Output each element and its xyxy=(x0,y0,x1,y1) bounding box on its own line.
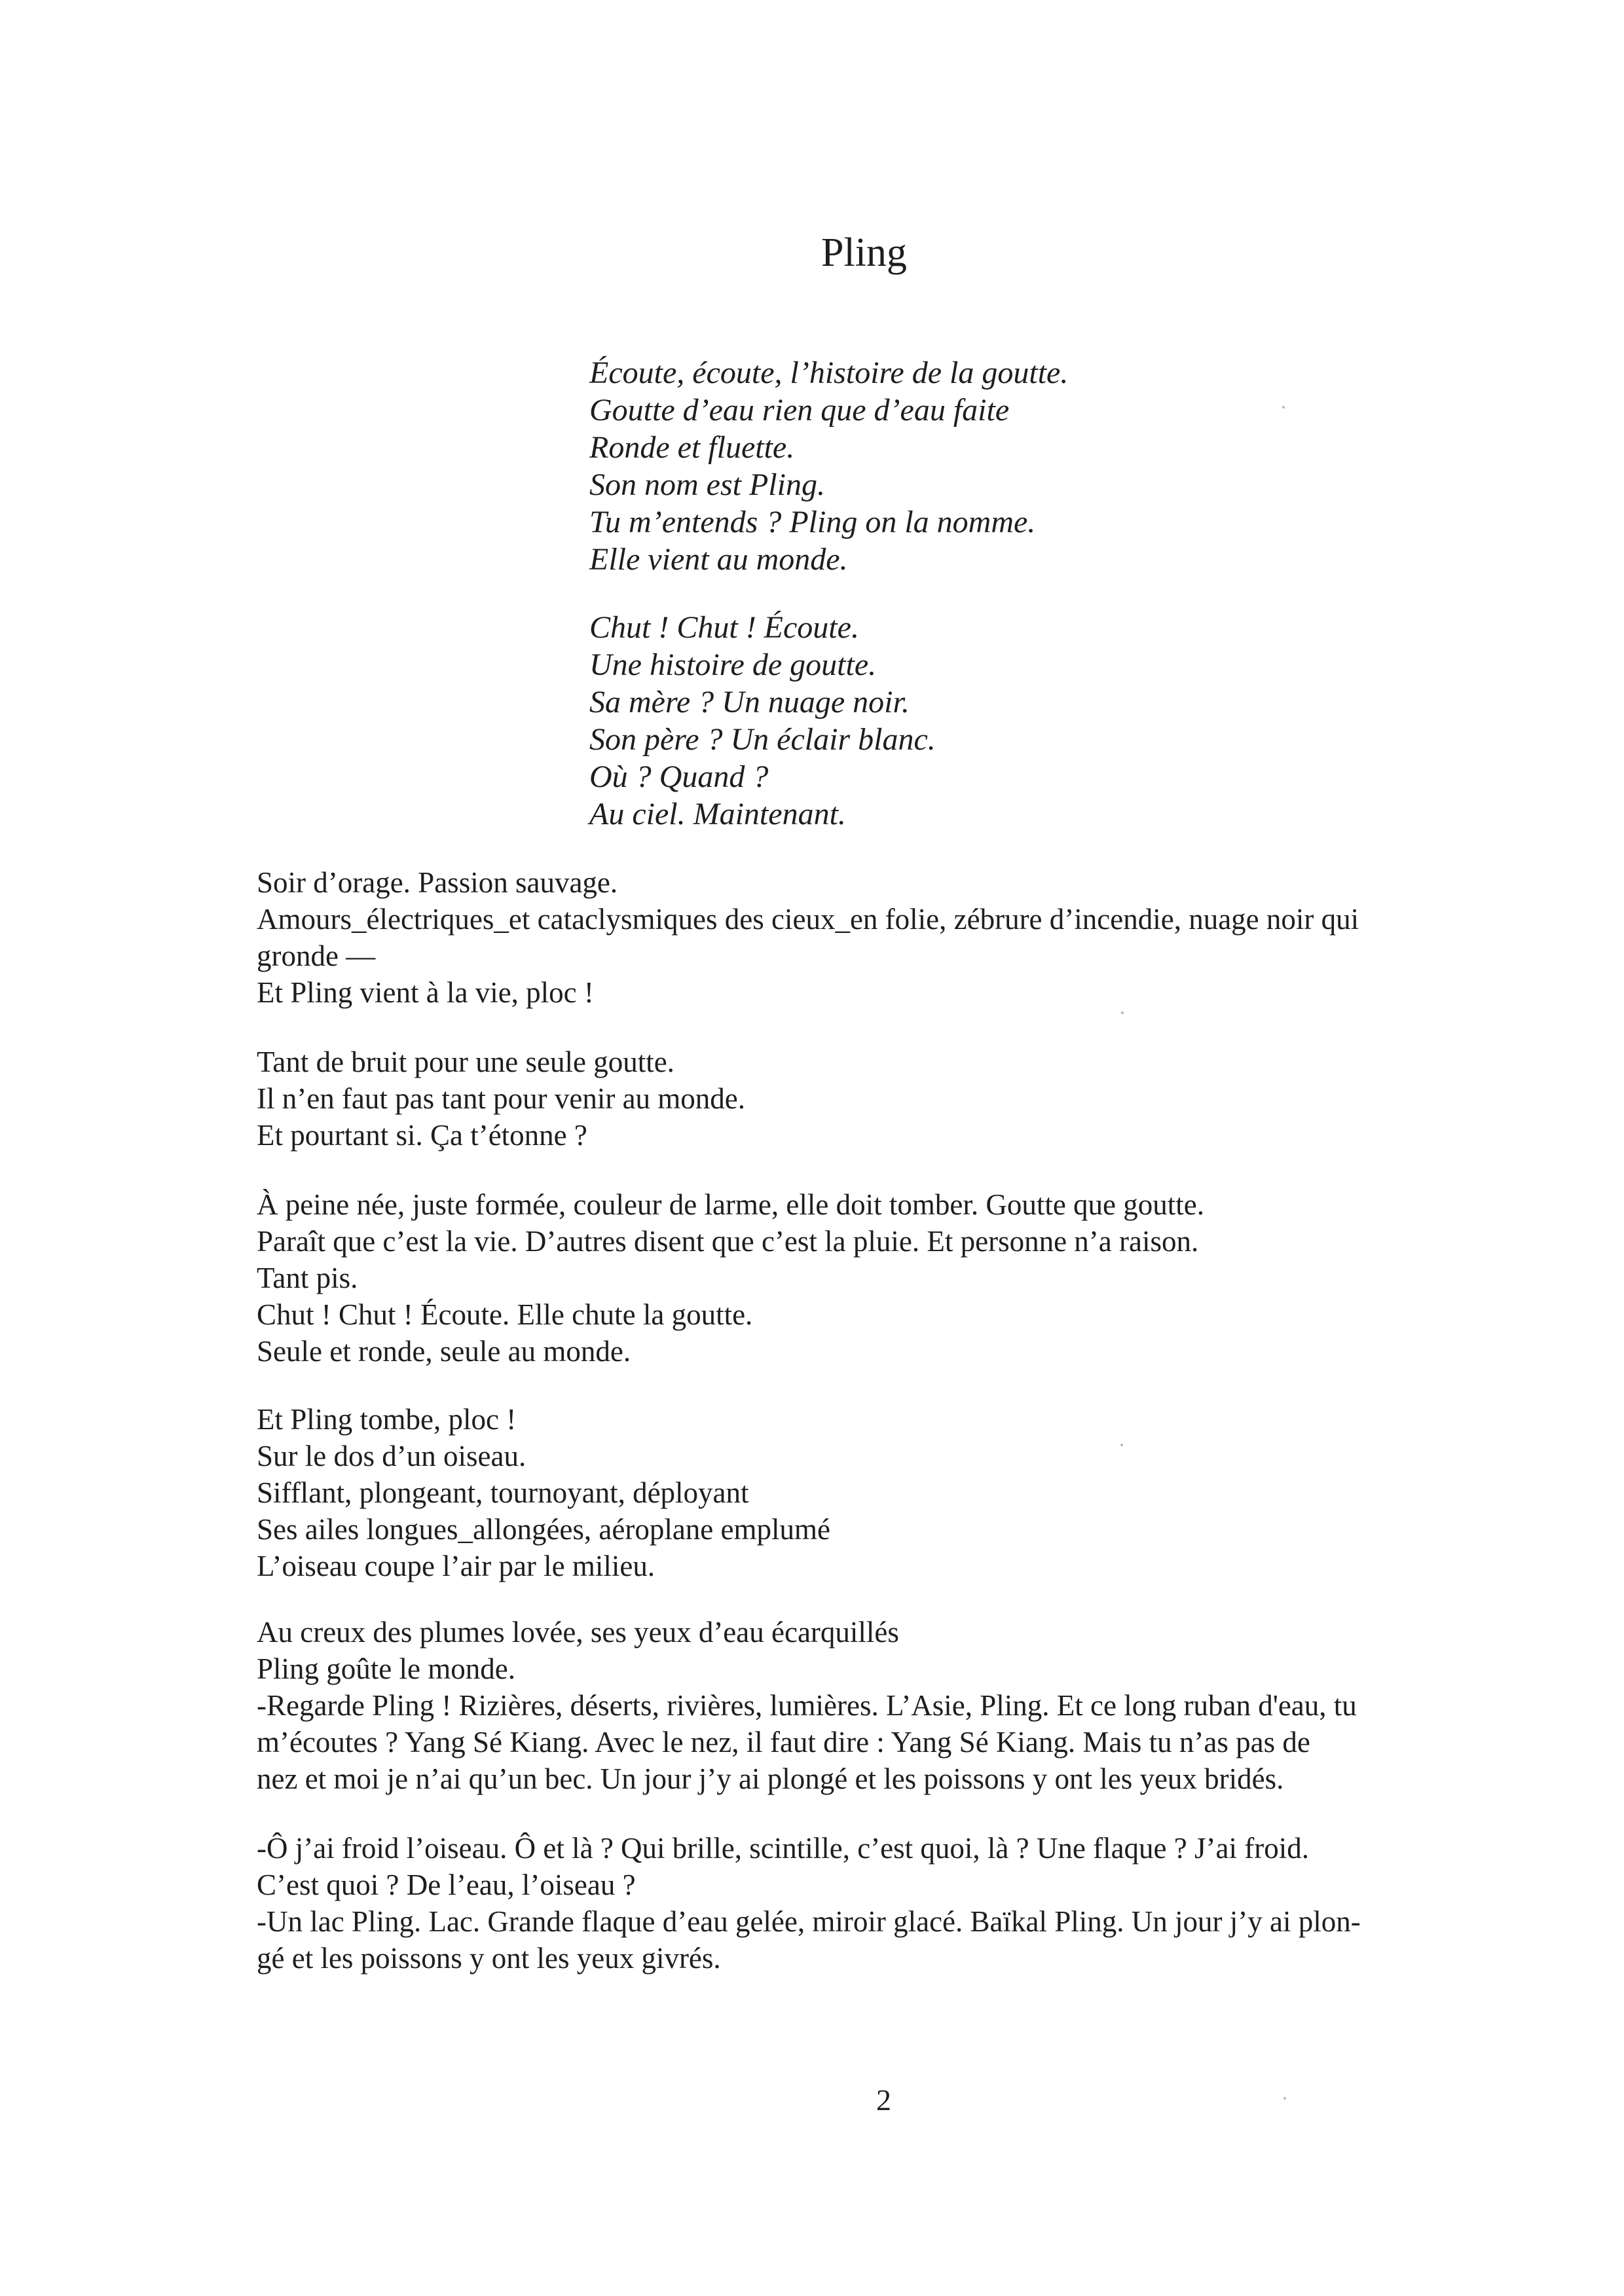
scan-speck xyxy=(1121,1011,1124,1014)
prose-line: Au creux des plumes lovée, ses yeux d’eau écarquillés xyxy=(257,1616,899,1649)
prose-line: À peine née, juste formée, couleur de larme, elle doit tomber. Goutte que goutte. xyxy=(257,1188,1205,1221)
prose-line: Pling goûte le monde. xyxy=(257,1652,515,1685)
verse-line: Une histoire de goutte. xyxy=(589,647,877,682)
scan-speck xyxy=(1120,1444,1123,1446)
scan-speck xyxy=(1283,2097,1286,2100)
prose-line: Et pourtant si. Ça t’étonne ? xyxy=(257,1119,587,1152)
prose-line: gé et les poissons y ont les yeux givrés. xyxy=(257,1942,721,1975)
prose-line: Paraît que c’est la vie. D’autres disent que c’est la pluie. Et personne n’a raison. xyxy=(257,1225,1199,1258)
verse-line: Son nom est Pling. xyxy=(589,467,825,502)
prose-line: Il n’en faut pas tant pour venir au monde. xyxy=(257,1082,746,1115)
prose-line: -Ô j’ai froid l’oiseau. Ô et là ? Qui brille, scintille, c’est quoi, là ? Une flaque ? J’ai froid. xyxy=(257,1832,1309,1865)
prose-line: L’oiseau coupe l’air par le milieu. xyxy=(257,1550,655,1582)
page-number: 2 xyxy=(876,2083,891,2117)
verse-stanza-1 xyxy=(589,354,1068,578)
prose-line: Et Pling tombe, ploc ! xyxy=(257,1403,517,1436)
prose-line: Soir d’orage. Passion sauvage. xyxy=(257,866,618,899)
prose-paragraph-4 xyxy=(257,1401,830,1584)
prose-line: C’est quoi ? De l’eau, l’oiseau ? xyxy=(257,1868,636,1901)
prose-paragraph-5 xyxy=(257,1614,1357,1797)
prose-line: Et Pling vient à la vie, ploc ! xyxy=(257,976,594,1009)
prose-paragraph-1 xyxy=(257,864,1359,1011)
prose-line: Ses ailes longues_allongées, aéroplane emplumé xyxy=(257,1513,830,1546)
verse-line: Au ciel. Maintenant. xyxy=(589,797,846,831)
scan-speck xyxy=(1282,406,1285,409)
verse-line: Elle vient au monde. xyxy=(589,542,848,577)
prose-line: Tant pis. xyxy=(257,1262,358,1294)
verse-line: Chut ! Chut ! Écoute. xyxy=(589,610,859,645)
verse-line: Écoute, écoute, l’histoire de la goutte. xyxy=(589,355,1069,390)
prose-line: Seule et ronde, seule au monde. xyxy=(257,1335,631,1368)
prose-paragraph-6 xyxy=(257,1830,1361,1977)
prose-line: Sur le dos d’un oiseau. xyxy=(257,1440,526,1472)
prose-line: gronde — xyxy=(257,939,376,972)
verse-line: Tu m’entends ? Pling on la nomme. xyxy=(589,505,1036,539)
page-title: Pling xyxy=(821,230,907,275)
verse-stanza-2 xyxy=(589,609,936,833)
verse-line: Ronde et fluette. xyxy=(589,430,795,465)
prose-paragraph-3 xyxy=(257,1186,1204,1370)
verse-line: Où ? Quand ? xyxy=(589,759,769,794)
prose-line: -Un lac Pling. Lac. Grande flaque d’eau gelée, miroir glacé. Baïkal Pling. Un jour j’y ai plon- xyxy=(257,1905,1361,1938)
prose-paragraph-2 xyxy=(257,1044,745,1154)
prose-line: m’écoutes ? Yang Sé Kiang. Avec le nez, il faut dire : Yang Sé Kiang. Mais tu n’as pas de xyxy=(257,1726,1310,1758)
prose-line: Tant de bruit pour une seule goutte. xyxy=(257,1046,674,1078)
verse-line: Sa mère ? Un nuage noir. xyxy=(589,685,910,720)
prose-line: -Regarde Pling ! Rizières, déserts, rivières, lumières. L’Asie, Pling. Et ce long ruban d'eau, tu xyxy=(257,1689,1357,1722)
verse-line: Goutte d’eau rien que d’eau faite xyxy=(589,393,1010,428)
prose-line: Amours_électriques_et cataclysmiques des cieux_en folie, zébrure d’incendie, nuage noir qui xyxy=(257,903,1359,936)
prose-line: nez et moi je n’ai qu’un bec. Un jour j’y ai plongé et les poissons y ont les yeux bridés. xyxy=(257,1762,1284,1795)
verse-line: Son père ? Un éclair blanc. xyxy=(589,722,936,757)
prose-line: Chut ! Chut ! Écoute. Elle chute la goutte. xyxy=(257,1298,753,1331)
prose-line: Sifflant, plongeant, tournoyant, déployant xyxy=(257,1476,749,1509)
